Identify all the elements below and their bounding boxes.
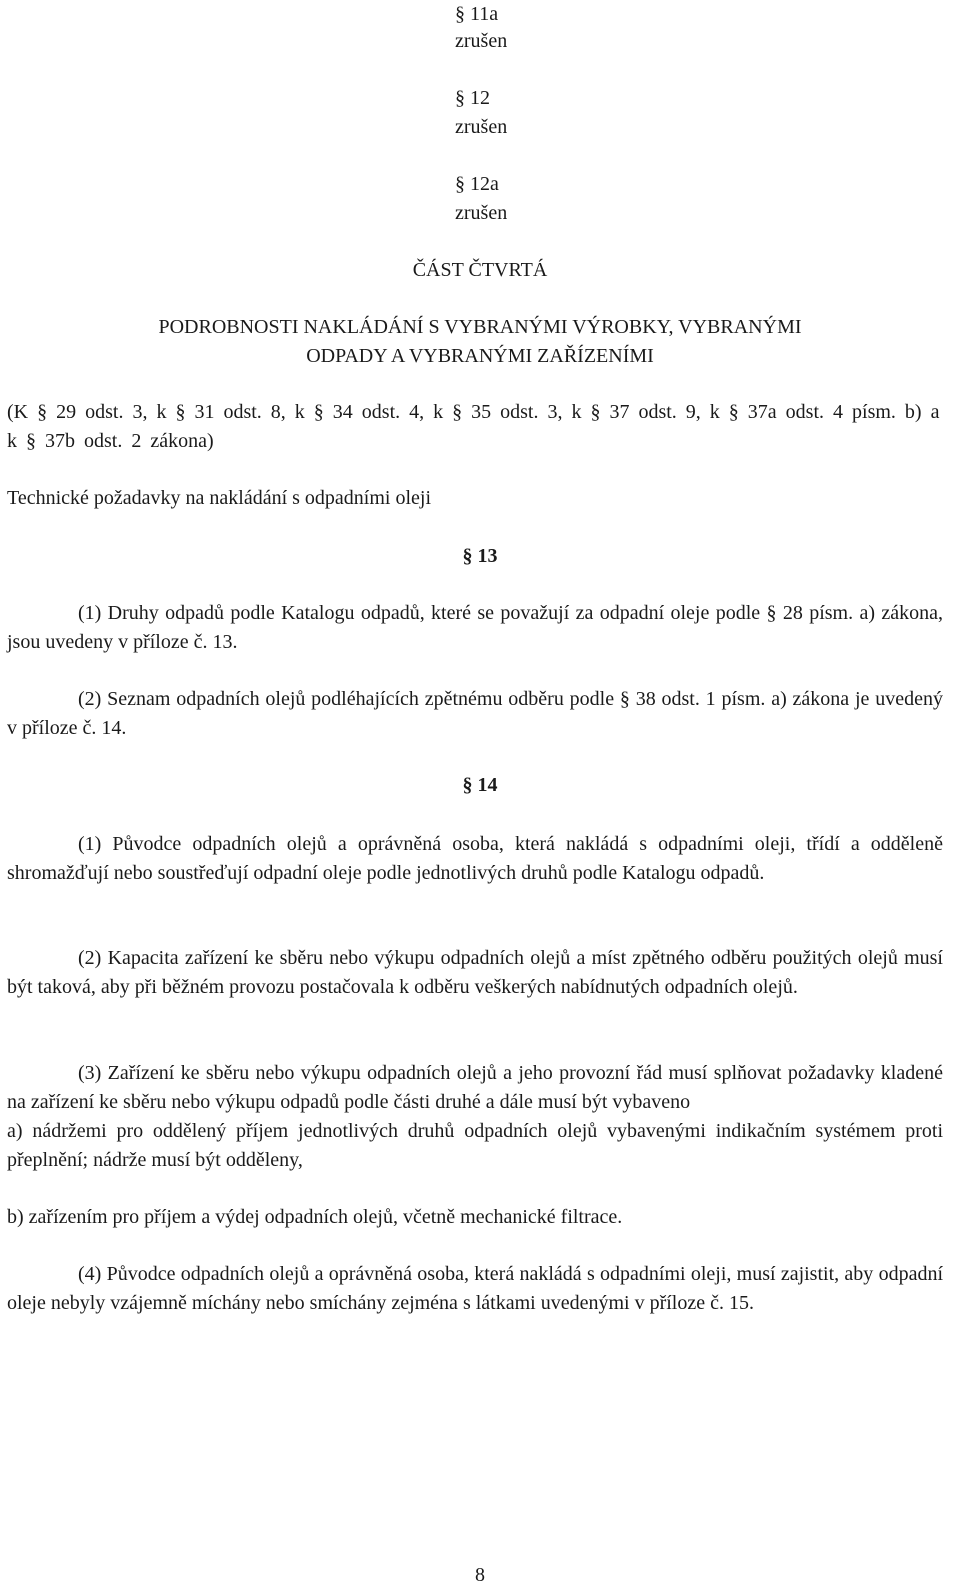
- section-13-paragraph-1: (1) Druhy odpadů podle Katalogu odpadů, které se považují za odpadní oleje podle § 28 písm. a) zákona, jsou uvedeny v příloze č. 13.: [7, 602, 943, 653]
- section-14-heading: § 14: [462, 774, 498, 796]
- section-14-paragraph-1: (1) Původce odpadních olejů a oprávněná osoba, která nakládá s odpadními oleji, třídí a odděleně shromažďují nebo soustřeďují odpadní oleje podle jednotlivých druhů podle Katalogu odpadů.: [7, 833, 943, 884]
- section-12-status: zrušen: [455, 116, 508, 138]
- section-14-paragraph-3: (3) Zařízení ke sběru nebo výkupu odpadních olejů a jeho provozní řád musí splňovat požadavky kladené na zařízení ke sběru nebo výkupu odpadů podle části druhé a dále musí být vybaveno: [7, 1062, 943, 1113]
- section-14-item-b: b) zařízením pro příjem a výdej odpadních olejů, včetně mechanické filtrace.: [7, 1206, 623, 1228]
- part-title-line-2: ODPADY A VYBRANÝMI ZAŘÍZENÍMI: [306, 345, 654, 367]
- part-heading: ČÁST ČTVRTÁ: [412, 259, 548, 281]
- section-12a-heading: § 12a: [455, 173, 499, 195]
- part-title-line-1: PODROBNOSTI NAKLÁDÁNÍ S VYBRANÝMI VÝROBKY, VYBRANÝMI: [158, 316, 802, 338]
- section-14-item-a: a) nádržemi pro oddělený příjem jednotlivých druhů odpadních olejů vybavenými indikačním systémem proti přeplnění; nádrže musí být odděleny,: [7, 1120, 943, 1171]
- section-13-paragraph-2: (2) Seznam odpadních olejů podléhajících zpětnému odběru podle § 38 odst. 1 písm. a) zákona je uvedený v příloze č. 14.: [7, 688, 943, 739]
- section-13-heading: § 13: [462, 545, 498, 567]
- section-11a-heading: § 11a: [455, 3, 499, 25]
- section-12-heading: § 12: [455, 87, 490, 109]
- part-subtitle: Technické požadavky na nakládání s odpadními oleji: [7, 487, 432, 509]
- page-number: 8: [475, 1564, 485, 1586]
- section-12a-status: zrušen: [455, 202, 508, 224]
- section-14-paragraph-4: (4) Původce odpadních olejů a oprávněná osoba, která nakládá s odpadními oleji, musí zajistit, aby odpadní oleje nebyly vzájemně míchány nebo smíchány zejména s látkami uvedenými v příloze č. 15.: [7, 1263, 943, 1314]
- section-11a-status: zrušen: [455, 30, 508, 52]
- section-14-paragraph-2: (2) Kapacita zařízení ke sběru nebo výkupu odpadních olejů a míst zpětného odběru použitých olejů musí být taková, aby při běžném provozu postačovala k odběru veškerých nabídnutých odpadních olejů.: [7, 947, 943, 998]
- part-legal-reference: (K § 29 odst. 3, k § 31 odst. 8, k § 34 odst. 4, k § 35 odst. 3, k § 37 odst. 9, k § 37a odst. 4 písm. b) a k § 37b odst. 2 zákona): [7, 401, 940, 452]
